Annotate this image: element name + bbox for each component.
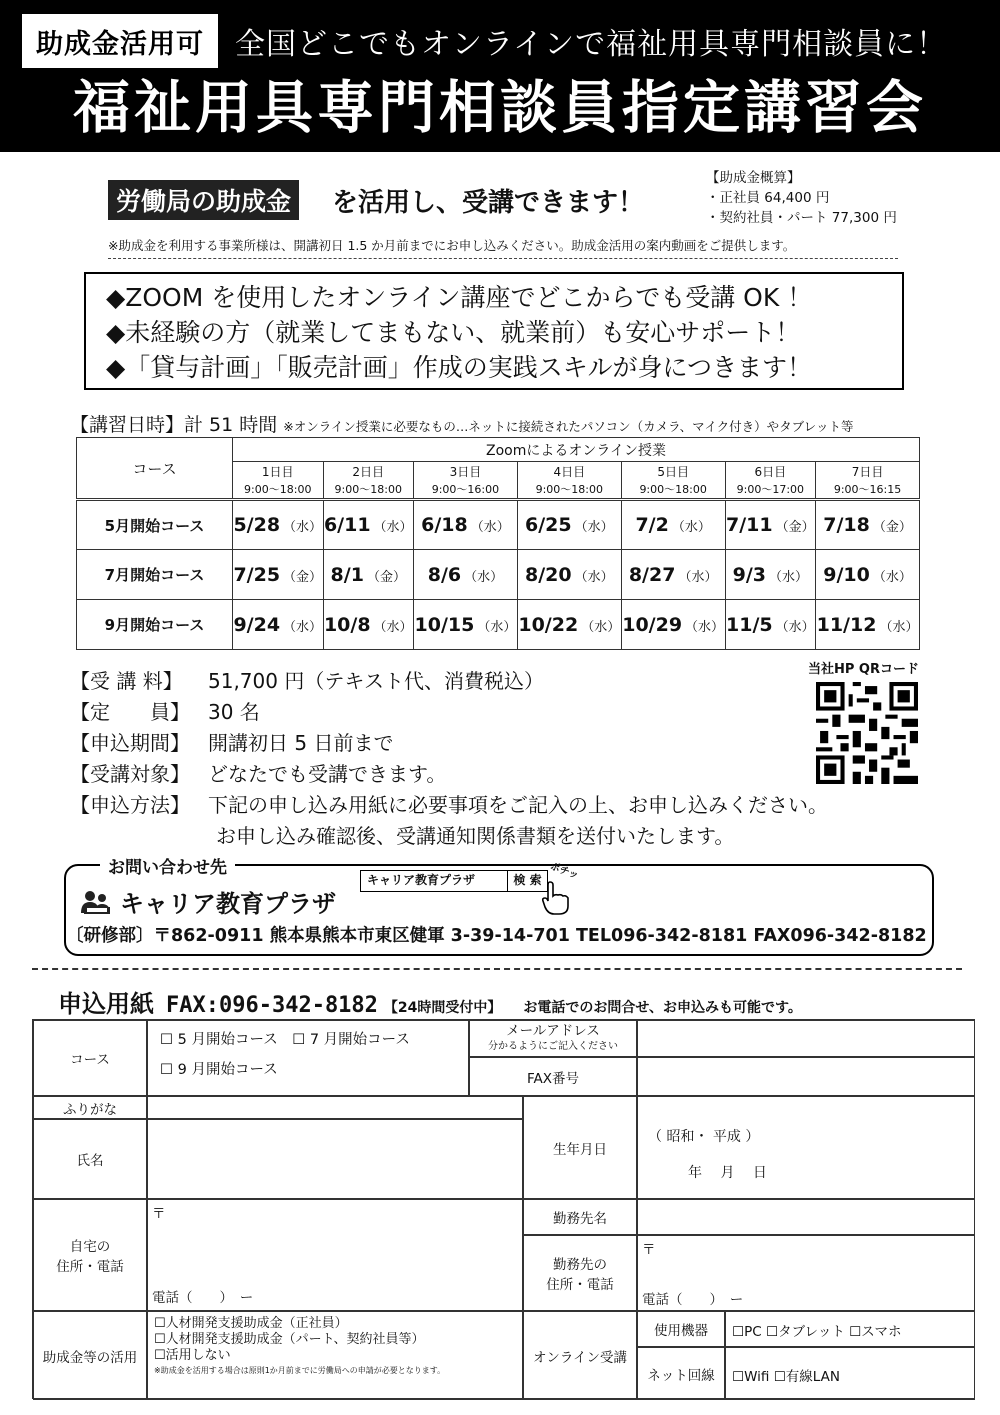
session-date bbox=[414, 500, 518, 550]
subsidy-estimate-fulltime: ・正社員 64,400 円 bbox=[706, 190, 830, 206]
day-time: 9:00～16:15 bbox=[816, 481, 920, 500]
email-field[interactable] bbox=[637, 1020, 975, 1057]
date-value: 6/18 bbox=[421, 514, 468, 536]
date-value: 10/22 bbox=[518, 613, 579, 636]
contact-title: お問い合わせ先 bbox=[100, 853, 235, 878]
day-name: 6日目 bbox=[725, 462, 816, 481]
fee-label: 【受 講 料】 bbox=[70, 669, 183, 693]
feature-item: ◆「貸与計画」「販売計画」作成の実践スキルが身につきます！ bbox=[106, 353, 812, 382]
session-date bbox=[517, 500, 621, 550]
device-label: 使用機器 bbox=[637, 1311, 725, 1347]
home-address-field[interactable] bbox=[147, 1199, 523, 1311]
date-value: 8/27 bbox=[628, 563, 676, 586]
header-tagline: 全国どこでもオンラインで福祉用具専門相談員に！ bbox=[235, 27, 948, 62]
session-date bbox=[233, 550, 324, 600]
session-date bbox=[725, 550, 816, 600]
session-date bbox=[816, 550, 920, 600]
session-date bbox=[323, 600, 414, 650]
date-value: 8/20 bbox=[524, 563, 572, 586]
period-value: 開講初日 5 日前まで bbox=[208, 731, 394, 755]
qr-label: 当社HP QRコード bbox=[808, 662, 919, 677]
birth-ymd: 年 月 日 bbox=[688, 1165, 767, 1181]
day-name: 5日目 bbox=[621, 462, 725, 481]
furigana-field[interactable] bbox=[147, 1096, 523, 1119]
application-form bbox=[32, 1019, 975, 1399]
email-label: メールアドレス bbox=[506, 1022, 600, 1039]
subsidy-estimate bbox=[706, 168, 897, 228]
birth-field[interactable] bbox=[637, 1096, 975, 1199]
course-name: 9月開始コース bbox=[77, 600, 233, 650]
schedule-title: 【講習日時】計 51 時間 bbox=[70, 414, 278, 436]
company-name bbox=[80, 884, 336, 919]
labor-bureau-badge: 労働局の助成金 bbox=[108, 180, 299, 220]
fee-value: 51,700 円（テキスト代、消費税込） bbox=[208, 669, 544, 693]
method-label: 【申込方法】 bbox=[70, 793, 190, 817]
date-value: 7/18 bbox=[823, 514, 870, 536]
cut-line bbox=[32, 968, 962, 970]
session-date bbox=[816, 500, 920, 550]
date-value: 9/3 bbox=[732, 563, 767, 586]
date-value: 10/29 bbox=[622, 613, 683, 636]
capacity-value: 30 名 bbox=[208, 700, 260, 724]
work-address-label: 勤務先の 住所・電話 bbox=[523, 1235, 637, 1311]
weekday: （水） bbox=[678, 569, 718, 585]
weekday: （水） bbox=[872, 569, 912, 585]
weekday: （金） bbox=[775, 520, 815, 535]
subsidy-usage-label: 助成金等の活用 bbox=[33, 1311, 147, 1400]
subsidy-note: ※助成金を利用する事業所様は、開講初日 1.5 か月前までにお申し込みください。助成金活用の案内動画をご提供します。 bbox=[108, 236, 898, 259]
course-label: コース bbox=[33, 1020, 147, 1096]
course-option-line[interactable]: ☐ 5 月開始コース ☐ 7 月開始コース bbox=[160, 1032, 410, 1048]
weekday: （水） bbox=[574, 520, 614, 535]
weekday: （水） bbox=[769, 569, 809, 585]
weekday: （金） bbox=[872, 520, 912, 535]
session-date bbox=[725, 600, 816, 650]
course-header: コース bbox=[77, 438, 233, 500]
capacity-label: 【定 員】 bbox=[70, 700, 190, 724]
application-heading bbox=[58, 984, 802, 1019]
date-value: 5/28 bbox=[233, 514, 281, 536]
date-value: 6/25 bbox=[524, 514, 572, 536]
weekday: （水） bbox=[775, 619, 815, 635]
subsidy-usage-note: ※助成金を活用する場合は原則1か月前までに労働局への申請が必要となります。 bbox=[154, 1366, 446, 1375]
date-value: 10/15 bbox=[414, 613, 475, 636]
contact-address: 〔研修部〕〒862-0911 熊本県熊本市東区健軍 3-39-14-701 TEL096-342-8181 FAX096-342-8182 bbox=[66, 926, 927, 946]
date-value: 8/1 bbox=[330, 563, 364, 586]
day-name: 4日目 bbox=[517, 462, 621, 481]
session-date bbox=[233, 600, 324, 650]
birth-label: 生年月日 bbox=[523, 1096, 637, 1199]
session-date bbox=[725, 500, 816, 550]
postal-mark: 〒 bbox=[642, 1242, 656, 1258]
schedule-table bbox=[76, 437, 920, 650]
home-phone-line: 電話（ ） ー bbox=[152, 1290, 254, 1306]
search-box[interactable] bbox=[360, 870, 548, 892]
target-value: どなたでも受講できます。 bbox=[208, 762, 447, 786]
subsidy-ok-badge: 助成金活用可 bbox=[22, 14, 218, 68]
day-time: 9:00～16:00 bbox=[414, 481, 518, 500]
course-info bbox=[70, 666, 828, 852]
name-label: 氏名 bbox=[33, 1119, 147, 1199]
subsidy-headline: を活用し、受講できます！ bbox=[332, 187, 645, 218]
schedule-row bbox=[77, 500, 920, 550]
fax-label: FAX番号 bbox=[469, 1057, 637, 1096]
weekday: （金） bbox=[283, 569, 323, 585]
feature-item: ◆ZOOM を使用したオンライン講座でどこからでも受講 OK ！ bbox=[106, 283, 813, 312]
weekday: （金） bbox=[366, 569, 406, 585]
home-address-label: 自宅の 住所・電話 bbox=[33, 1199, 147, 1311]
weekday: （水） bbox=[574, 569, 614, 585]
method-value-2: お申し込み確認後、受講通知関係書類を送付いたします。 bbox=[216, 824, 735, 848]
subsidy-usage-options[interactable] bbox=[147, 1311, 523, 1400]
weekday: （水） bbox=[581, 619, 621, 635]
method-value: 下記の申し込み用紙に必要事項をご記入の上、お申し込みください。 bbox=[208, 793, 828, 817]
day-name: 3日目 bbox=[414, 462, 518, 481]
session-date bbox=[517, 600, 621, 650]
application-fax: FAX:096-342-8182 bbox=[166, 993, 378, 1018]
period-label: 【申込期間】 bbox=[70, 731, 190, 755]
session-date bbox=[414, 550, 518, 600]
application-phone-note: お電話でのお問合せ、お申込みも可能です。 bbox=[523, 1000, 802, 1016]
weekday: （水） bbox=[470, 520, 510, 535]
day-time: 9:00～18:00 bbox=[323, 481, 414, 500]
day-time: 9:00～18:00 bbox=[233, 481, 324, 500]
device-options[interactable]: ☐PC ☐タブレット ☐スマホ bbox=[725, 1311, 975, 1347]
date-value: 11/5 bbox=[726, 613, 773, 636]
weekday: （水） bbox=[373, 520, 413, 535]
session-date bbox=[816, 600, 920, 650]
session-date bbox=[323, 550, 414, 600]
schedule-row bbox=[77, 550, 920, 600]
session-date bbox=[233, 500, 324, 550]
date-value: 7/25 bbox=[233, 563, 281, 586]
work-name-label: 勤務先名 bbox=[523, 1199, 637, 1235]
date-value: 9/24 bbox=[233, 613, 281, 636]
date-value: 10/8 bbox=[323, 613, 371, 636]
course-options[interactable] bbox=[147, 1020, 469, 1096]
session-date bbox=[621, 500, 725, 550]
weekday: （水） bbox=[464, 569, 504, 585]
day-time: 9:00～17:00 bbox=[725, 481, 816, 500]
email-label-cell bbox=[469, 1020, 637, 1057]
email-sublabel: 分かるようにご記入ください bbox=[488, 1040, 618, 1052]
subsidy-option[interactable]: ☐活用しない bbox=[154, 1348, 231, 1363]
date-value: 9/10 bbox=[823, 563, 870, 586]
subsidy-option[interactable]: ☐人材開発支援助成金（正社員） bbox=[154, 1316, 348, 1331]
work-name-field[interactable] bbox=[637, 1199, 975, 1235]
online-label: オンライン受講 bbox=[523, 1311, 637, 1400]
work-phone-line: 電話（ ） ー bbox=[642, 1292, 744, 1308]
course-option-line[interactable]: ☐ 9 月開始コース bbox=[160, 1062, 278, 1078]
date-value: 7/2 bbox=[635, 514, 669, 536]
day-name: 1日目 bbox=[233, 462, 324, 481]
weekday: （水） bbox=[373, 619, 413, 635]
header-banner bbox=[0, 0, 1000, 152]
weekday: （水） bbox=[671, 520, 711, 535]
weekday: （水） bbox=[879, 619, 919, 635]
day-time: 9:00～18:00 bbox=[517, 481, 621, 500]
date-value: 6/11 bbox=[323, 514, 371, 536]
weekday: （水） bbox=[283, 619, 323, 635]
work-address-field[interactable] bbox=[637, 1235, 975, 1311]
application-hours: 【24時間受付中】 bbox=[383, 1000, 502, 1016]
session-date bbox=[517, 550, 621, 600]
weekday: （水） bbox=[685, 619, 725, 635]
search-query: キャリア教育プラザ bbox=[367, 873, 476, 887]
target-label: 【受講対象】 bbox=[70, 762, 190, 786]
subsidy-estimate-title: 【助成金概算】 bbox=[706, 170, 801, 186]
day-time: 9:00～18:00 bbox=[621, 481, 725, 500]
online-header: Zoomによるオンライン授業 bbox=[233, 438, 920, 462]
pointing-hand-icon bbox=[540, 880, 574, 916]
day-name: 7日目 bbox=[816, 462, 920, 481]
fax-field[interactable] bbox=[637, 1057, 975, 1096]
course-name: 5月開始コース bbox=[77, 500, 233, 550]
furigana-label: ふりがな bbox=[33, 1096, 147, 1119]
date-value: 8/6 bbox=[427, 563, 462, 586]
day-name: 2日目 bbox=[323, 462, 414, 481]
date-value: 11/12 bbox=[816, 613, 877, 636]
company-name-text: キャリア教育プラザ bbox=[120, 890, 336, 918]
session-date bbox=[323, 500, 414, 550]
weekday: （水） bbox=[283, 520, 323, 535]
people-icon bbox=[80, 889, 114, 915]
weekday: （水） bbox=[477, 619, 517, 635]
schedule-note: ※オンライン授業に必要なもの…ネットに接続されたパソコン（カメラ、マイク付き）やタブレット等 bbox=[283, 419, 854, 434]
session-date bbox=[414, 600, 518, 650]
subsidy-estimate-parttime: ・契約社員・パート 77,300 円 bbox=[706, 210, 897, 226]
feature-box bbox=[84, 272, 904, 390]
session-date bbox=[621, 550, 725, 600]
course-name: 7月開始コース bbox=[77, 550, 233, 600]
schedule-row bbox=[77, 600, 920, 650]
schedule-heading bbox=[70, 410, 854, 437]
session-date bbox=[621, 600, 725, 650]
date-value: 7/11 bbox=[726, 514, 773, 536]
qr-code-icon[interactable] bbox=[816, 682, 918, 784]
subsidy-option[interactable]: ☐人材開発支援助成金（パート、契約社員等） bbox=[154, 1332, 425, 1347]
postal-mark: 〒 bbox=[152, 1206, 166, 1222]
birth-era: （ 昭和・ 平成 ） bbox=[648, 1129, 760, 1145]
feature-item: ◆未経験の方（就業してまもない、就業前）も安心サポート！ bbox=[106, 318, 801, 347]
page-title: 福祉用具専門相談員指定講習会 bbox=[73, 75, 927, 141]
name-field[interactable] bbox=[147, 1119, 523, 1199]
net-label: ネット回線 bbox=[637, 1347, 725, 1400]
search-button[interactable]: 検 索 bbox=[507, 871, 547, 891]
application-title: 申込用紙 bbox=[58, 990, 154, 1018]
pochi-label: ポチッ bbox=[548, 861, 581, 882]
net-options[interactable]: ☐Wifi ☐有線LAN bbox=[725, 1347, 975, 1400]
